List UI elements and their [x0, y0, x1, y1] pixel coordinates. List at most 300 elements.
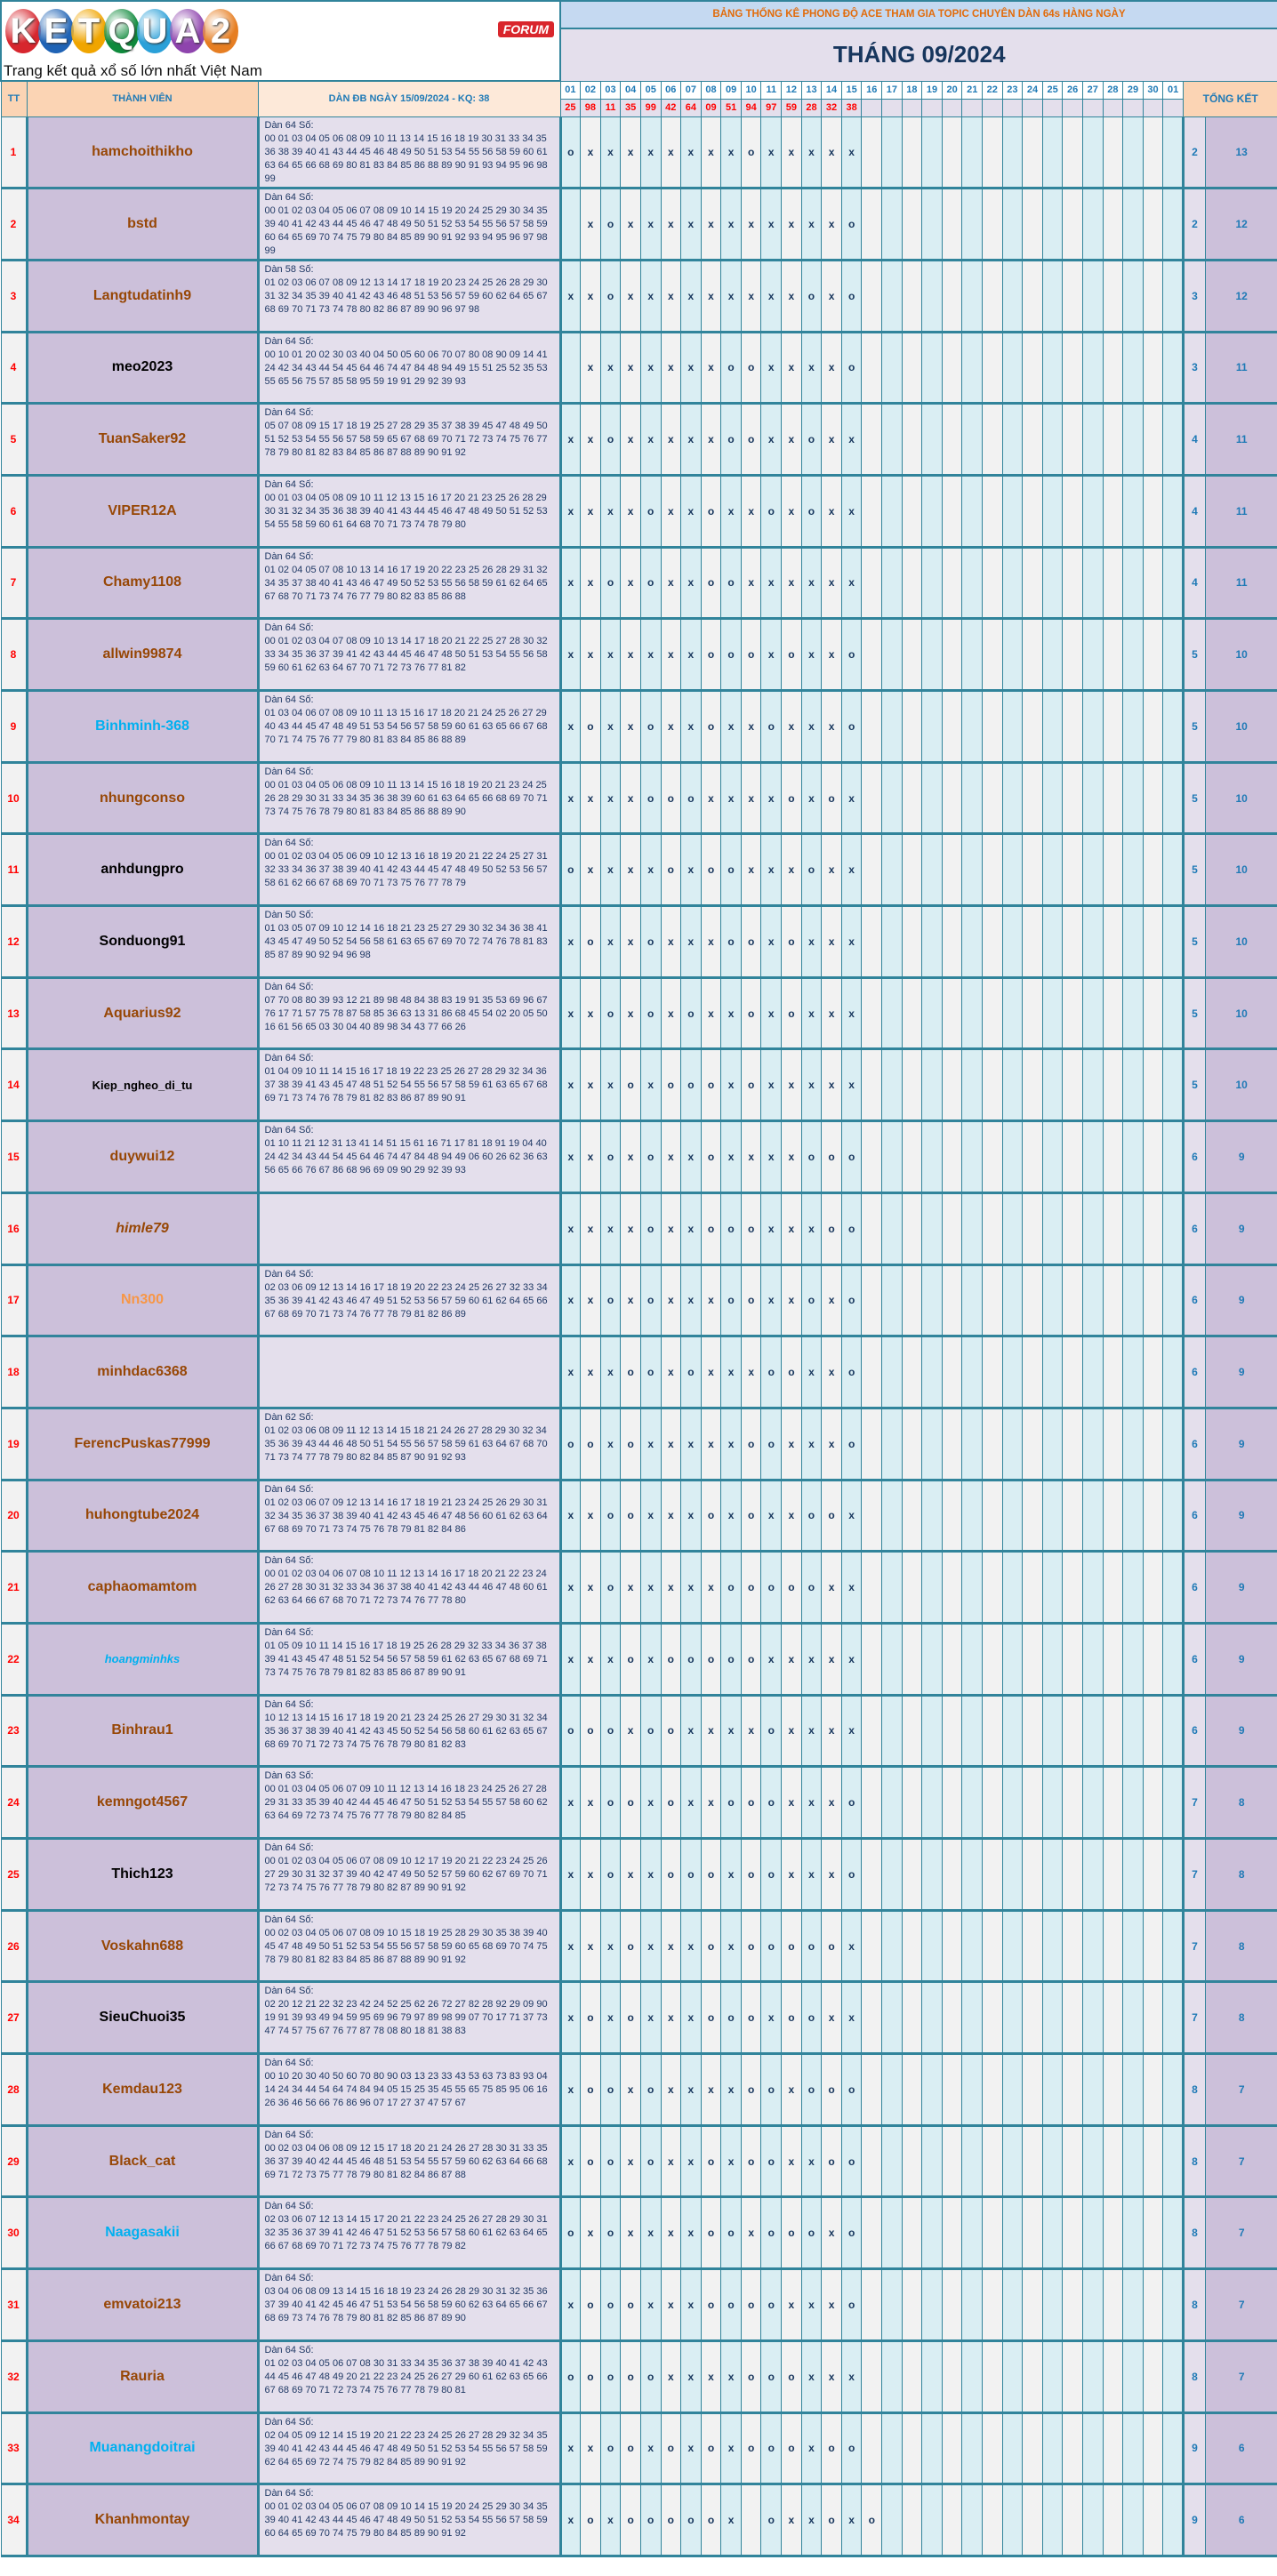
mark-cell: x	[801, 1336, 822, 1408]
dan-numbers	[258, 2054, 560, 2126]
o-count: 2	[1183, 116, 1205, 189]
mark-cell	[1002, 906, 1023, 978]
logo-letter: K	[5, 9, 41, 53]
mark-cell: x	[782, 332, 802, 404]
mark-cell	[1103, 2340, 1123, 2412]
day-header: 12	[782, 81, 802, 99]
o-count: 6	[1183, 1408, 1205, 1480]
mark-cell: x	[621, 1695, 641, 1767]
day-header: 29	[1123, 81, 1144, 99]
mark-cell	[1123, 1049, 1144, 1121]
mark-cell: x	[581, 977, 601, 1049]
mark-cell: o	[822, 2054, 842, 2126]
mark-cell	[1002, 2197, 1023, 2269]
mark-cell	[1123, 2269, 1144, 2341]
o-count: 4	[1183, 475, 1205, 547]
mark-cell	[1063, 1121, 1083, 1193]
mark-cell	[942, 2340, 962, 2412]
day-header: 01	[560, 81, 581, 99]
mark-cell: o	[721, 404, 742, 476]
mark-cell: o	[822, 1480, 842, 1552]
dan-label: Dàn 64 Số:	[264, 2201, 314, 2212]
o-count: 2	[1183, 189, 1205, 261]
mark-cell	[862, 1336, 882, 1408]
mark-cell	[1163, 1192, 1184, 1264]
mark-cell	[1103, 332, 1123, 404]
mark-cell: o	[701, 1839, 721, 1911]
mark-cell	[1042, 475, 1063, 547]
mark-cell: o	[721, 1264, 742, 1336]
mark-cell	[983, 1839, 1003, 1911]
mark-cell	[1123, 1336, 1144, 1408]
row-number: 16	[1, 1192, 27, 1264]
member-name: Binhminh-368	[27, 691, 258, 763]
mark-cell	[1163, 475, 1184, 547]
mark-cell: x	[822, 1767, 842, 1839]
member-name: himle79	[27, 1192, 258, 1264]
mark-cell: x	[841, 404, 862, 476]
mark-cell: x	[801, 1839, 822, 1911]
mark-cell	[1002, 1695, 1023, 1767]
dan-label: Dàn 64 Số:	[264, 2129, 314, 2140]
x-total: 9	[1205, 1623, 1277, 1695]
mark-cell: x	[822, 2269, 842, 2341]
mark-cell: x	[621, 1121, 641, 1193]
mark-cell	[942, 2125, 962, 2197]
mark-cell	[962, 2340, 983, 2412]
mark-cell	[902, 2269, 922, 2341]
mark-cell	[1023, 547, 1043, 619]
mark-cell	[1143, 260, 1163, 332]
result-cell	[1063, 99, 1083, 116]
result-cell: 11	[600, 99, 621, 116]
mark-cell: x	[761, 834, 782, 906]
mark-cell	[1042, 1264, 1063, 1336]
mark-cell: x	[822, 404, 842, 476]
mark-cell: o	[841, 2269, 862, 2341]
mark-cell	[1023, 1982, 1043, 2054]
mark-cell	[922, 2197, 943, 2269]
x-total: 10	[1205, 906, 1277, 978]
row-number: 18	[1, 1336, 27, 1408]
mark-cell: x	[721, 2054, 742, 2126]
mark-cell: o	[741, 2412, 761, 2484]
mark-cell	[962, 906, 983, 978]
mark-cell	[1063, 332, 1083, 404]
mark-cell: x	[581, 1910, 601, 1982]
mark-cell: x	[721, 1408, 742, 1480]
mark-cell: o	[721, 332, 742, 404]
mark-cell	[962, 2054, 983, 2126]
mark-cell	[983, 332, 1003, 404]
header-dan: DÀN ĐB NGÀY 15/09/2024 - KQ: 38	[258, 81, 560, 116]
mark-cell	[1143, 977, 1163, 1049]
dan-numbers	[258, 404, 560, 476]
mark-cell: x	[841, 762, 862, 834]
day-header: 09	[721, 81, 742, 99]
mark-cell: o	[701, 475, 721, 547]
mark-cell: x	[581, 834, 601, 906]
mark-cell	[962, 762, 983, 834]
mark-cell: x	[581, 2197, 601, 2269]
mark-cell	[1023, 762, 1043, 834]
mark-cell	[1143, 762, 1163, 834]
dan-numbers	[258, 906, 560, 978]
mark-cell	[1002, 189, 1023, 261]
mark-cell	[1082, 2197, 1103, 2269]
mark-cell: x	[822, 906, 842, 978]
mark-cell: x	[681, 2340, 702, 2412]
mark-cell: x	[681, 619, 702, 691]
mark-cell	[1023, 189, 1043, 261]
mark-cell: o	[841, 1767, 862, 1839]
table-row	[1, 547, 1277, 619]
mark-cell: o	[600, 189, 621, 261]
mark-cell	[1042, 2054, 1063, 2126]
mark-cell	[1063, 1264, 1083, 1336]
mark-cell	[942, 547, 962, 619]
mark-cell: o	[741, 1623, 761, 1695]
row-number: 20	[1, 1480, 27, 1552]
mark-cell: x	[761, 1192, 782, 1264]
mark-cell	[962, 977, 983, 1049]
mark-cell	[1143, 475, 1163, 547]
x-total: 10	[1205, 619, 1277, 691]
mark-cell: o	[801, 475, 822, 547]
mark-cell	[1023, 2197, 1043, 2269]
mark-cell	[1143, 1264, 1163, 1336]
mark-cell	[1082, 1336, 1103, 1408]
mark-cell: o	[581, 2340, 601, 2412]
mark-cell	[1023, 2412, 1043, 2484]
mark-cell: o	[560, 834, 581, 906]
dan-label: Dàn 64 Số:	[264, 407, 314, 419]
mark-cell: x	[701, 332, 721, 404]
mark-cell: x	[640, 2412, 661, 2484]
mark-cell	[902, 1408, 922, 1480]
mark-cell	[882, 691, 903, 763]
mark-cell	[1163, 332, 1184, 404]
result-cell: 28	[801, 99, 822, 116]
mark-cell	[962, 189, 983, 261]
mark-cell	[862, 189, 882, 261]
mark-cell	[1042, 189, 1063, 261]
mark-cell: x	[581, 619, 601, 691]
mark-cell: o	[661, 1623, 681, 1695]
mark-cell	[1023, 1910, 1043, 1982]
mark-cell	[1023, 2125, 1043, 2197]
mark-cell	[1103, 834, 1123, 906]
mark-cell: x	[621, 332, 641, 404]
mark-cell	[1143, 1121, 1163, 1193]
mark-cell: o	[721, 547, 742, 619]
mark-cell: o	[822, 1192, 842, 1264]
mark-cell	[962, 1552, 983, 1624]
mark-cell	[882, 1480, 903, 1552]
mark-cell: o	[581, 906, 601, 978]
mark-cell: o	[841, 2125, 862, 2197]
mark-cell	[902, 1839, 922, 1911]
mark-cell: x	[560, 906, 581, 978]
x-total: 7	[1205, 2340, 1277, 2412]
dan-list: 00 01 02 03 04 05 06 07 08 09 10 12 17 19 20 21 22 23 24 25 26 27 29 30 31 32 37 39 40 42 47 49 50 52 57 59 60 62 67 69 70 71 72 73 74 75 76 77 78 79 80 82 87 89 90 91 92	[264, 1856, 548, 1893]
mark-cell: x	[600, 691, 621, 763]
mark-cell	[1082, 762, 1103, 834]
mark-cell	[922, 404, 943, 476]
mark-cell	[862, 260, 882, 332]
mark-cell	[983, 1192, 1003, 1264]
dan-numbers	[258, 1695, 560, 1767]
mark-cell: x	[581, 1480, 601, 1552]
mark-cell	[1123, 906, 1144, 978]
mark-cell: x	[782, 1121, 802, 1193]
mark-cell	[1143, 1982, 1163, 2054]
mark-cell	[922, 1982, 943, 2054]
mark-cell	[1042, 332, 1063, 404]
x-total: 9	[1205, 1336, 1277, 1408]
mark-cell	[1143, 2484, 1163, 2556]
table-row	[1, 1480, 1277, 1552]
mark-cell	[882, 1121, 903, 1193]
mark-cell: x	[782, 1623, 802, 1695]
mark-cell: o	[600, 1480, 621, 1552]
dan-label: Dàn 64 Số:	[264, 694, 314, 705]
mark-cell: o	[841, 1408, 862, 1480]
mark-cell: o	[701, 547, 721, 619]
logo	[1, 1, 560, 81]
mark-cell: o	[761, 691, 782, 763]
mark-cell	[1163, 906, 1184, 978]
mark-cell	[1143, 404, 1163, 476]
mark-cell: x	[600, 1910, 621, 1982]
mark-cell	[1103, 1767, 1123, 1839]
mark-cell	[1123, 1121, 1144, 1193]
logo-letter: 2	[203, 9, 238, 53]
row-number: 8	[1, 619, 27, 691]
result-cell	[922, 99, 943, 116]
logo-letter: A	[170, 9, 205, 53]
mark-cell	[983, 977, 1003, 1049]
table-row	[1, 2125, 1277, 2197]
mark-cell	[942, 977, 962, 1049]
mark-cell	[1042, 1121, 1063, 1193]
mark-cell: x	[721, 2340, 742, 2412]
mark-cell	[1063, 547, 1083, 619]
mark-cell	[882, 2197, 903, 2269]
mark-cell	[1042, 1767, 1063, 1839]
result-cell: 98	[581, 99, 601, 116]
mark-cell	[1023, 1121, 1043, 1193]
mark-cell: x	[721, 1480, 742, 1552]
table-row	[1, 1910, 1277, 1982]
result-cell	[882, 99, 903, 116]
mark-cell: x	[761, 619, 782, 691]
mark-cell	[1103, 116, 1123, 189]
mark-cell	[1063, 1552, 1083, 1624]
mark-cell: x	[621, 906, 641, 978]
mark-cell: x	[721, 1839, 742, 1911]
table-row	[1, 1767, 1277, 1839]
mark-cell	[983, 475, 1003, 547]
mark-cell: o	[782, 2412, 802, 2484]
mark-cell: x	[761, 547, 782, 619]
mark-cell	[882, 2484, 903, 2556]
mark-cell	[942, 691, 962, 763]
mark-cell	[1143, 116, 1163, 189]
mark-cell	[1063, 834, 1083, 906]
mark-cell	[1123, 619, 1144, 691]
mark-cell	[1163, 1336, 1184, 1408]
mark-cell	[1002, 619, 1023, 691]
mark-cell: o	[761, 2484, 782, 2556]
mark-cell	[1163, 2484, 1184, 2556]
mark-cell	[1103, 2269, 1123, 2341]
mark-cell: x	[741, 1121, 761, 1193]
dan-label: Dàn 64 Số:	[264, 2488, 314, 2500]
mark-cell: o	[701, 834, 721, 906]
mark-cell	[882, 1049, 903, 1121]
mark-cell	[862, 1480, 882, 1552]
mark-cell	[862, 2269, 882, 2341]
row-number: 29	[1, 2125, 27, 2197]
mark-cell	[1082, 2054, 1103, 2126]
x-total: 6	[1205, 2412, 1277, 2484]
result-cell	[862, 99, 882, 116]
mark-cell	[1082, 2484, 1103, 2556]
table-row	[1, 2269, 1277, 2341]
mark-cell	[922, 475, 943, 547]
mark-cell	[1082, 547, 1103, 619]
mark-cell	[1082, 834, 1103, 906]
mark-cell	[1143, 1552, 1163, 1624]
mark-cell: o	[621, 1910, 641, 1982]
dan-label: Dàn 64 Số:	[264, 1125, 314, 1136]
x-total: 7	[1205, 2125, 1277, 2197]
row-number: 14	[1, 1049, 27, 1121]
mark-cell: o	[761, 2269, 782, 2341]
mark-cell	[1082, 1552, 1103, 1624]
mark-cell: o	[801, 1910, 822, 1982]
mark-cell	[1002, 1121, 1023, 1193]
mark-cell	[882, 2340, 903, 2412]
mark-cell: x	[600, 834, 621, 906]
day-header: 06	[661, 81, 681, 99]
mark-cell	[1002, 1192, 1023, 1264]
mark-cell: x	[621, 762, 641, 834]
day-header: 04	[621, 81, 641, 99]
dan-list: 01 02 03 06 07 09 12 13 14 16 17 18 19 21 23 24 25 26 29 30 31 32 34 35 36 37 38 39 40 41 42 43 45 46 47 48 56 60 61 62 63 64 67 68 69 70 71 73 74 75 76 78 79 81 82 84 86	[264, 1497, 548, 1535]
mark-cell	[942, 2484, 962, 2556]
mark-cell: x	[761, 1049, 782, 1121]
day-header: 21	[962, 81, 983, 99]
mark-cell: x	[621, 1192, 641, 1264]
mark-cell: x	[761, 1264, 782, 1336]
mark-cell	[1063, 475, 1083, 547]
day-header: 13	[801, 81, 822, 99]
mark-cell: x	[701, 2054, 721, 2126]
mark-cell	[1143, 2125, 1163, 2197]
o-count: 5	[1183, 762, 1205, 834]
result-cell: 97	[761, 99, 782, 116]
mark-cell: x	[822, 834, 842, 906]
mark-cell	[1163, 547, 1184, 619]
result-cell	[1143, 99, 1163, 116]
mark-cell	[1063, 1767, 1083, 1839]
mark-cell	[983, 1552, 1003, 1624]
mark-cell	[1163, 1552, 1184, 1624]
mark-cell	[902, 260, 922, 332]
mark-cell: o	[741, 2054, 761, 2126]
mark-cell: x	[841, 834, 862, 906]
mark-cell	[1123, 762, 1144, 834]
mark-cell: x	[741, 834, 761, 906]
dan-numbers	[258, 834, 560, 906]
mark-cell: x	[681, 547, 702, 619]
mark-cell: x	[681, 1121, 702, 1193]
mark-cell: x	[681, 1264, 702, 1336]
x-total: 12	[1205, 260, 1277, 332]
mark-cell: o	[681, 2484, 702, 2556]
mark-cell: o	[782, 1910, 802, 1982]
mark-cell	[1002, 1049, 1023, 1121]
row-number: 25	[1, 1839, 27, 1911]
mark-cell	[882, 1623, 903, 1695]
table-row	[1, 189, 1277, 261]
mark-cell	[1082, 189, 1103, 261]
mark-cell	[1023, 1480, 1043, 1552]
table-row	[1, 1121, 1277, 1193]
dan-list: 00 01 03 04 05 08 09 10 11 12 13 15 16 17 20 21 23 25 26 28 29 30 31 32 34 35 36 38 39 40 41 43 44 45 46 47 48 49 50 51 52 53 54 55 58 59 60 61 64 68 70 71 73 74 78 79 80	[264, 492, 548, 530]
mark-cell: o	[600, 2269, 621, 2341]
mark-cell: x	[600, 1049, 621, 1121]
dan-list: 00 01 03 04 05 06 08 09 10 11 13 14 15 16 18 19 30 31 33 34 35 36 38 39 40 41 43 44 45 46 48 49 50 51 53 54 55 56 58 59 60 61 63 64 65 66 68 69 80 81 83 84 85 86 88 89 90 91 93 94 95 96 98 99	[264, 132, 548, 184]
mark-cell: x	[621, 189, 641, 261]
mark-cell: x	[560, 691, 581, 763]
mark-cell: x	[640, 1767, 661, 1839]
mark-cell	[1023, 2054, 1043, 2126]
mark-cell	[942, 189, 962, 261]
mark-cell	[882, 475, 903, 547]
table-row	[1, 116, 1277, 189]
dan-numbers	[258, 1839, 560, 1911]
mark-cell: x	[681, 116, 702, 189]
mark-cell	[1123, 475, 1144, 547]
mark-cell	[1103, 2125, 1123, 2197]
mark-cell: x	[661, 691, 681, 763]
dan-label: Dàn 64 Số:	[264, 2273, 314, 2284]
mark-cell	[1063, 619, 1083, 691]
mark-cell: o	[782, 762, 802, 834]
o-count: 4	[1183, 404, 1205, 476]
mark-cell	[882, 977, 903, 1049]
mark-cell: o	[741, 1910, 761, 1982]
mark-cell	[962, 2412, 983, 2484]
day-header: 25	[1042, 81, 1063, 99]
mark-cell	[1042, 1552, 1063, 1624]
member-name: duywui12	[27, 1121, 258, 1193]
mark-cell: x	[581, 1552, 601, 1624]
mark-cell: x	[801, 1767, 822, 1839]
mark-cell	[1082, 619, 1103, 691]
mark-cell	[922, 2054, 943, 2126]
mark-cell: o	[701, 619, 721, 691]
mark-cell: x	[600, 1408, 621, 1480]
mark-cell: x	[681, 2412, 702, 2484]
dan-label: Dàn 64 Số:	[264, 838, 314, 849]
mark-cell	[882, 2412, 903, 2484]
mark-cell: x	[661, 619, 681, 691]
mark-cell: o	[761, 1767, 782, 1839]
